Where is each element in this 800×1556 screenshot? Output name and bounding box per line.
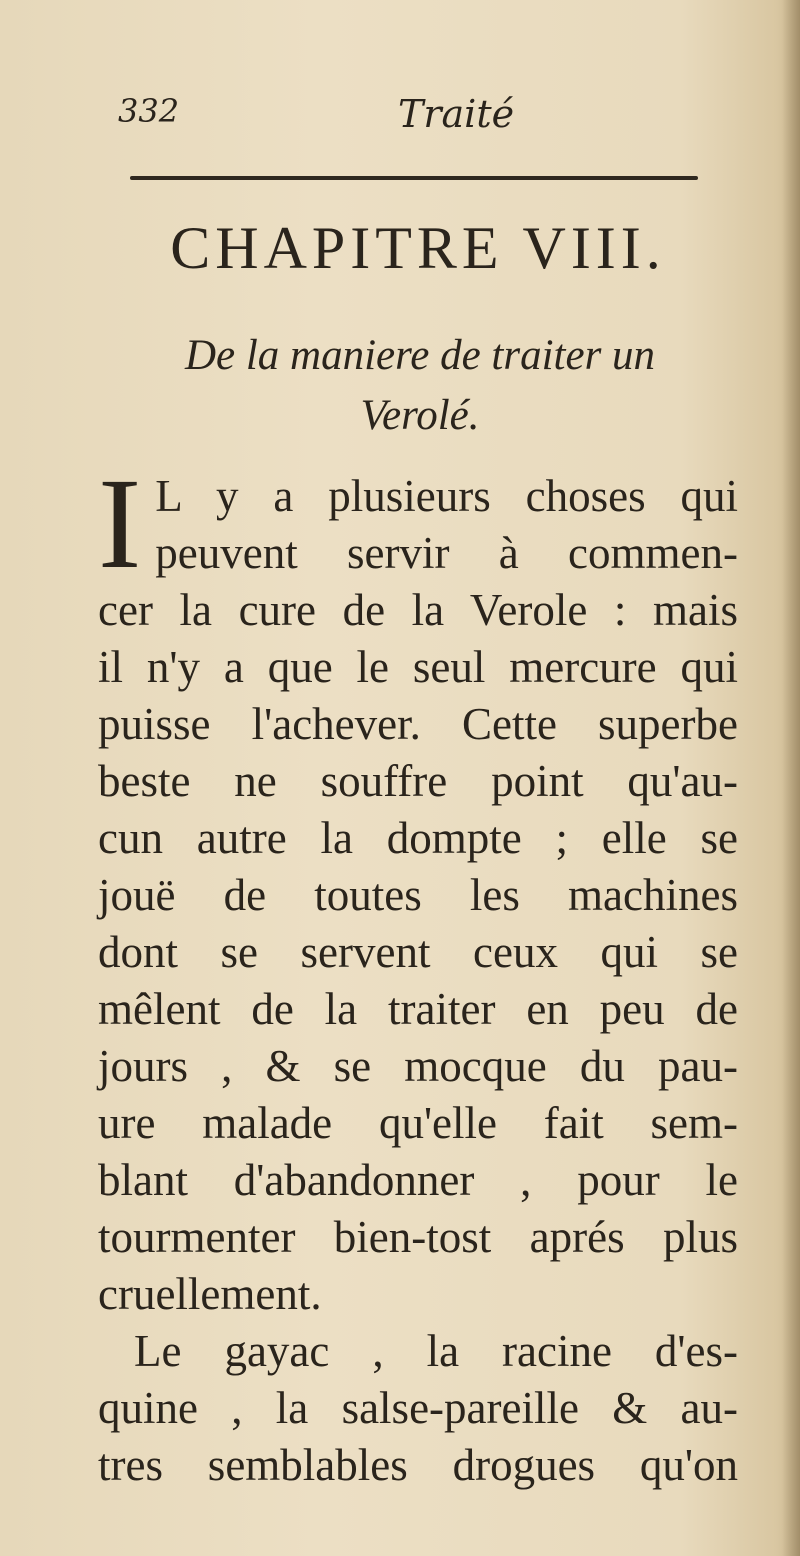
chapter-title: CHAPITRE VIII. — [170, 215, 666, 281]
chapter-subtitle — [100, 326, 740, 446]
text-line: cun autre la dompte ; elle se — [98, 813, 738, 863]
page-number: 332 — [118, 92, 180, 130]
text-line: tres semblables drogues qu'on — [98, 1440, 738, 1490]
text-line: il n'y a que le seul mercure qui — [98, 642, 738, 692]
text-line: jouë de toutes les machines — [98, 870, 738, 920]
text-line: ure malade qu'elle fait sem- — [98, 1098, 738, 1148]
text-line: cer la cure de la Verole : mais — [98, 585, 738, 635]
text-line: beste ne souffre point qu'au- — [98, 756, 738, 806]
page-edge-shadow — [782, 0, 800, 1556]
page-header — [118, 92, 698, 142]
drop-cap: I — [98, 452, 142, 596]
text-line: cruellement. — [98, 1269, 322, 1319]
text-line: blant d'abandonner , pour le — [98, 1155, 738, 1205]
text-line: dont se servent ceux qui se — [98, 927, 738, 977]
subtitle-line-2: Verolé. — [360, 392, 480, 439]
running-title: Traité — [398, 92, 515, 136]
text-line: tourmenter bien-tost aprés plus — [98, 1212, 738, 1262]
text-line: L y a plusieurs choses qui — [155, 471, 738, 521]
text-line: mêlent de la traiter en peu de — [98, 984, 738, 1034]
paragraph-2 — [98, 1323, 738, 1494]
text-line: peuvent servir à commen- — [155, 528, 738, 578]
text-line: Le gayac , la racine d'es- — [134, 1326, 738, 1376]
text-line: jours , & se mocque du pau- — [98, 1041, 738, 1091]
text-line: quine , la salse-pareille & au- — [98, 1383, 738, 1433]
text-line: puisse l'achever. Cette superbe — [98, 699, 738, 749]
body-text — [98, 452, 738, 1494]
subtitle-line-1: De la maniere de traiter un — [184, 332, 656, 379]
paragraph-1 — [98, 452, 738, 1323]
header-rule — [130, 176, 698, 180]
